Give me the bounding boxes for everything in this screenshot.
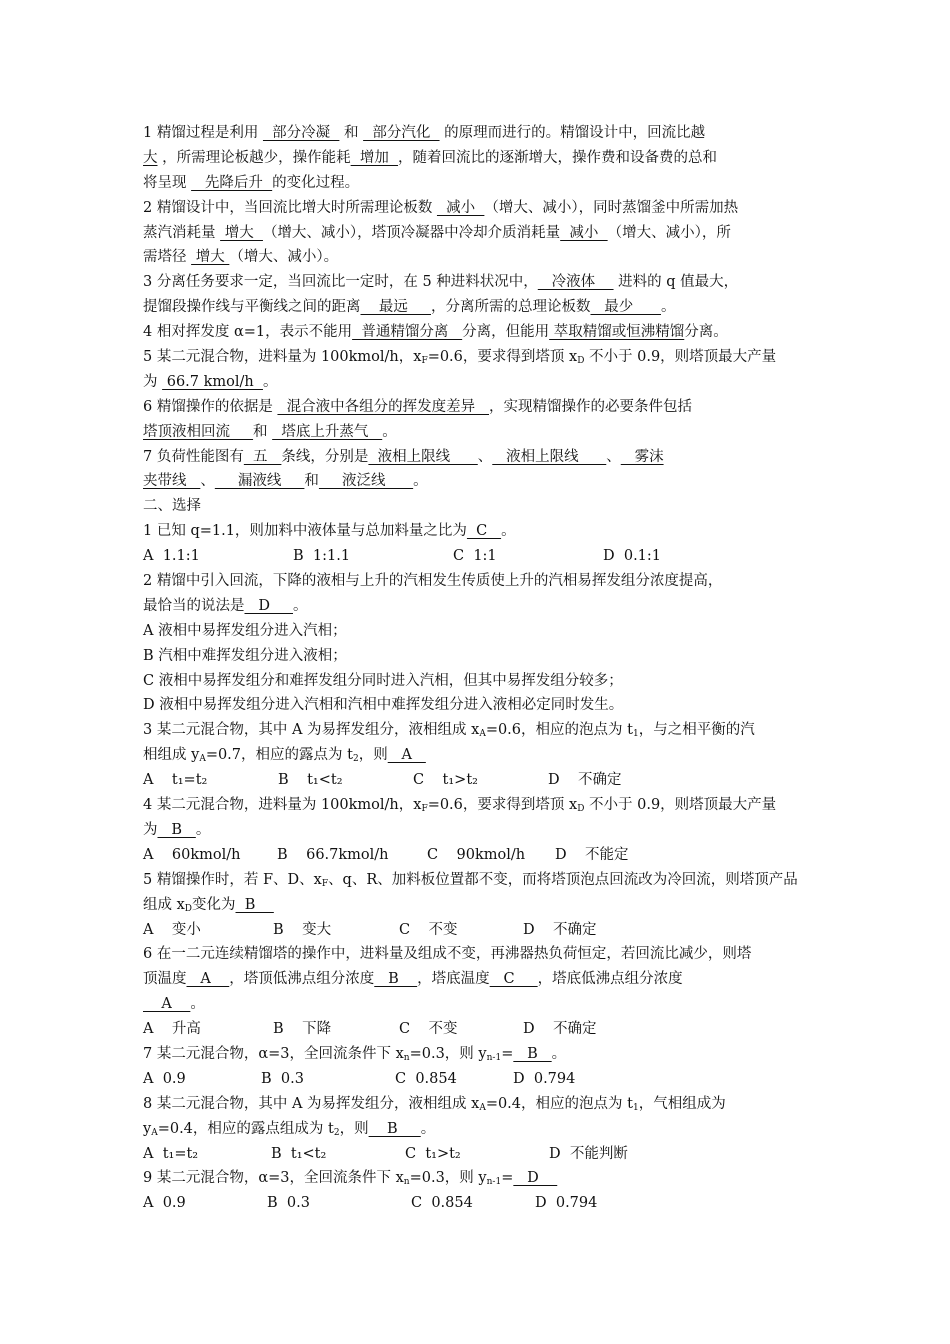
blank-answer: 冷液体 <box>537 274 614 291</box>
option-d: D 不确定 <box>523 1021 597 1038</box>
option-b: B 下降 <box>273 1021 332 1038</box>
blank-answer: 萃取精馏或恒沸精馏 <box>549 324 685 341</box>
option-c: C 0.854 <box>411 1195 473 1212</box>
option-a: A 1.1:1 <box>143 548 200 565</box>
blank-answer: 先降后升 <box>191 174 273 191</box>
blank-answer: 五 <box>243 448 282 465</box>
q6-line2: 塔顶液相回流 和 塔底上升蒸气 。 <box>143 423 397 440</box>
c6-stem-line1: 6 在一二元连续精馏塔的操作中，进料量及组成不变，再沸器热负荷恒定，若回流比减少，则塔 <box>143 946 752 963</box>
blank-answer: 增大 <box>220 224 263 241</box>
option-b: B t₁<t₂ <box>278 772 343 789</box>
c8-stem-line1: 8 某二元混合物，其中 A 为易挥发组分，液相组成 $x_A=0.4$，相应的泡点为 $t_1$，气相组成为 <box>143 1095 726 1113</box>
q4-line1: 4 相对挥发度 α=1，表示不能用 普通精馏分离 分离，但能用 萃取精馏或恒沸精馏分离。 <box>143 324 728 341</box>
option-b: B 变大 <box>273 921 332 938</box>
c8-options <box>143 1142 813 1167</box>
option-a: A 液相中易挥发组分进入汽相； <box>143 622 347 639</box>
blank-answer: 最远 <box>360 299 431 316</box>
blank-answer: 雾沫 <box>620 448 664 465</box>
option-c: C t₁>t₂ <box>405 1145 461 1162</box>
option-d: D 不确定 <box>523 921 597 938</box>
q2-line2: 蒸汽消耗量 增大 （增大、减小），塔顶冷凝器中冷却介质消耗量 减小 （增大、减小），所 <box>143 224 731 241</box>
blank-answer: 液相上限线 <box>368 448 478 465</box>
blank-answer: 最少 <box>590 299 661 316</box>
option-b: B 0.3 <box>261 1070 304 1087</box>
blank-answer: 混合液中各组分的挥发度差异 <box>277 398 489 415</box>
c3-stem-line1: 3 某二元混合物，其中 A 为易挥发组分，液相组成 $x_A=0.6$，相应的泡点为 $t_1$，与之相平衡的汽 <box>143 722 755 740</box>
c4-stem-line2: 为 B 。 <box>143 821 211 838</box>
blank-answer: 夹带线 <box>143 473 201 490</box>
option-d: D 不确定 <box>548 772 622 789</box>
q2-line1: 2 精馏设计中，当回流比增大时所需理论板数 减小 （增大、减小），同时蒸馏釜中所需加热 <box>143 199 739 216</box>
option-b: B t₁<t₂ <box>271 1145 327 1162</box>
blank-answer: 液相上限线 <box>492 448 607 465</box>
option-a: A 变小 <box>143 921 201 938</box>
c1-options <box>143 544 813 569</box>
blank-answer: B <box>513 1045 552 1062</box>
blank-answer: A <box>387 747 426 764</box>
c9-options <box>143 1191 813 1216</box>
q7-line2: 夹带线 、 漏液线 和 液泛线 。 <box>143 473 428 490</box>
c6-stem-line3: A 。 <box>143 996 205 1013</box>
c5-stem-line1: 5 精馏操作时，若 F、D、$x_F$、q、R、加料板位置都不变，而将塔顶泡点回流改为冷回流，则塔顶产品 <box>143 871 798 889</box>
c6-stem-line2: 顶温度 A ，塔顶低沸点组分浓度 B ，塔底温度 C ，塔底低沸点组分浓度 <box>143 971 683 988</box>
document-page <box>143 121 813 1216</box>
c7-options <box>143 1067 813 1092</box>
blank-answer: 部分冷凝 <box>262 125 340 141</box>
option-d: D 不能判断 <box>549 1145 628 1162</box>
blank-answer: B <box>368 1120 421 1137</box>
blank-answer: 液泛线 <box>318 473 414 490</box>
blank-answer: B <box>157 821 196 838</box>
q5-line1: 5 某二元混合物，进料量为 100kmol/h，$x_F=0.6$，要求得到塔顶 $x_D$ 不小于 0.9，则塔顶最大产量 <box>143 349 777 367</box>
q1-line2: 大 ，所需理论板越少，操作能耗 增加 ，随着回流比的逐渐增大，操作费和设备费的总和 <box>143 149 718 166</box>
blank-answer: 塔顶液相回流 <box>143 423 254 440</box>
q2-line3: 需塔径 增大 （增大、减小）。 <box>143 249 339 266</box>
option-c: C 90kmol/h <box>427 846 526 863</box>
option-d: D 0.1:1 <box>603 548 662 565</box>
c7-stem: 7 某二元混合物，α=3，全回流条件下 $x_n=0.3$，则 $y_{n-1}= B$ 。 <box>143 1045 567 1063</box>
blank-answer: 增加 <box>350 149 399 166</box>
option-b: B 汽相中难挥发组分进入液相； <box>143 647 347 664</box>
option-c: C 0.854 <box>395 1070 457 1087</box>
blank-answer: 66.7 kmol/h <box>162 373 263 390</box>
c3-stem-line2: 相组成 $y_A=0.7$，相应的露点为 $t_2$，则 A <box>143 747 426 765</box>
blank-answer: B <box>235 896 274 913</box>
c2-stem-line2: 最恰当的说法是 D 。 <box>143 597 308 614</box>
option-c: C 1:1 <box>453 548 497 565</box>
option-b: B 0.3 <box>267 1195 310 1212</box>
q6-line1: 6 精馏操作的依据是 混合液中各组分的挥发度差异 ，实现精馏操作的必要条件包括 <box>143 398 692 415</box>
option-c: C 不变 <box>399 1021 458 1038</box>
c6-options <box>143 1017 813 1042</box>
q1-line3: 将呈现 先降后升 的变化过程。 <box>143 174 360 191</box>
blank-answer: 大 <box>143 149 158 166</box>
blank-answer: C <box>489 971 538 988</box>
c8-stem-line2: $y_A=0.4$，相应的露点组成为 $t_2$，则 B 。 <box>143 1120 436 1138</box>
blank-answer: A <box>186 971 230 988</box>
q3-line2: 提馏段操作线与平衡线之间的距离 最远 ，分离所需的总理论板数 最少 。 <box>143 299 676 316</box>
option-d: D 0.794 <box>535 1195 598 1212</box>
blank-answer: 普通精馏分离 <box>352 324 463 341</box>
c2-stem-line1: 2 精馏中引入回流，下降的液相与上升的汽相发生传质使上升的汽相易挥发组分浓度提高， <box>143 573 723 590</box>
c5-stem-line2: 组成 $x_D$变化为 B <box>143 896 274 914</box>
blank-answer: 增大 <box>191 249 230 266</box>
c4-options <box>143 843 813 868</box>
option-a: A 0.9 <box>143 1070 186 1087</box>
q7-line1: 7 负荷性能图有 五 条线，分别是 液相上限线 、 液相上限线 、 雾沫 <box>143 448 664 465</box>
c1-stem: 1 已知 q=1.1，则加料中液体量与总加料量之比为 C 。 <box>143 523 516 540</box>
section-heading: 二、选择 <box>143 498 201 515</box>
q1-line1: 1 精馏过程是利用 部分冷凝 和 部分汽化 的原理而进行的。精馏设计中，回流比越 <box>143 125 706 141</box>
blank-answer: 塔底上升蒸气 <box>272 423 383 440</box>
c9-stem: 9 某二元混合物，α=3，全回流条件下 $x_n=0.3$，则 $y_{n-1}= D$ <box>143 1170 558 1188</box>
q3-line1: 3 分离任务要求一定，当回流比一定时，在 5 种进料状况中， 冷液体 进料的 q 值最大， <box>143 274 739 291</box>
c3-options <box>143 768 813 793</box>
option-d: D 0.794 <box>513 1070 576 1087</box>
blank-answer: D <box>244 597 293 614</box>
blank-answer: B <box>374 971 418 988</box>
option-a: A 0.9 <box>143 1195 186 1212</box>
blank-answer: D <box>513 1170 558 1187</box>
blank-answer: C <box>466 523 502 540</box>
blank-answer: A <box>143 996 191 1013</box>
option-a: A 升高 <box>143 1021 201 1038</box>
blank-answer: 减小 <box>436 199 485 216</box>
option-b: B 66.7kmol/h <box>277 846 389 863</box>
blank-answer: 部分汽化 <box>363 125 440 141</box>
option-d: D 液相中易挥发组分进入汽相和汽相中难挥发组分进入液相必定同时发生。 <box>143 697 624 714</box>
option-a: A t₁=t₂ <box>143 772 208 789</box>
blank-answer: 减小 <box>560 224 608 241</box>
option-c: C t₁>t₂ <box>413 772 478 789</box>
option-a: A 60kmol/h <box>143 846 241 863</box>
option-c: C 液相中易挥发组分和难挥发组分同时进入汽相，但其中易挥发组分较多； <box>143 672 623 689</box>
option-a: A t₁=t₂ <box>143 1145 199 1162</box>
q5-line2: 为 66.7 kmol/h 。 <box>143 373 278 390</box>
option-b: B 1:1.1 <box>293 548 351 565</box>
option-d: D 不能定 <box>555 846 629 863</box>
blank-answer: 漏液线 <box>214 473 305 490</box>
option-c: C 不变 <box>399 921 458 938</box>
c4-stem-line1: 4 某二元混合物，进料量为 100kmol/h，$x_F=0.6$，要求得到塔顶 $x_D$ 不小于 0.9，则塔顶最大产量 <box>143 797 777 815</box>
c5-options <box>143 918 813 943</box>
